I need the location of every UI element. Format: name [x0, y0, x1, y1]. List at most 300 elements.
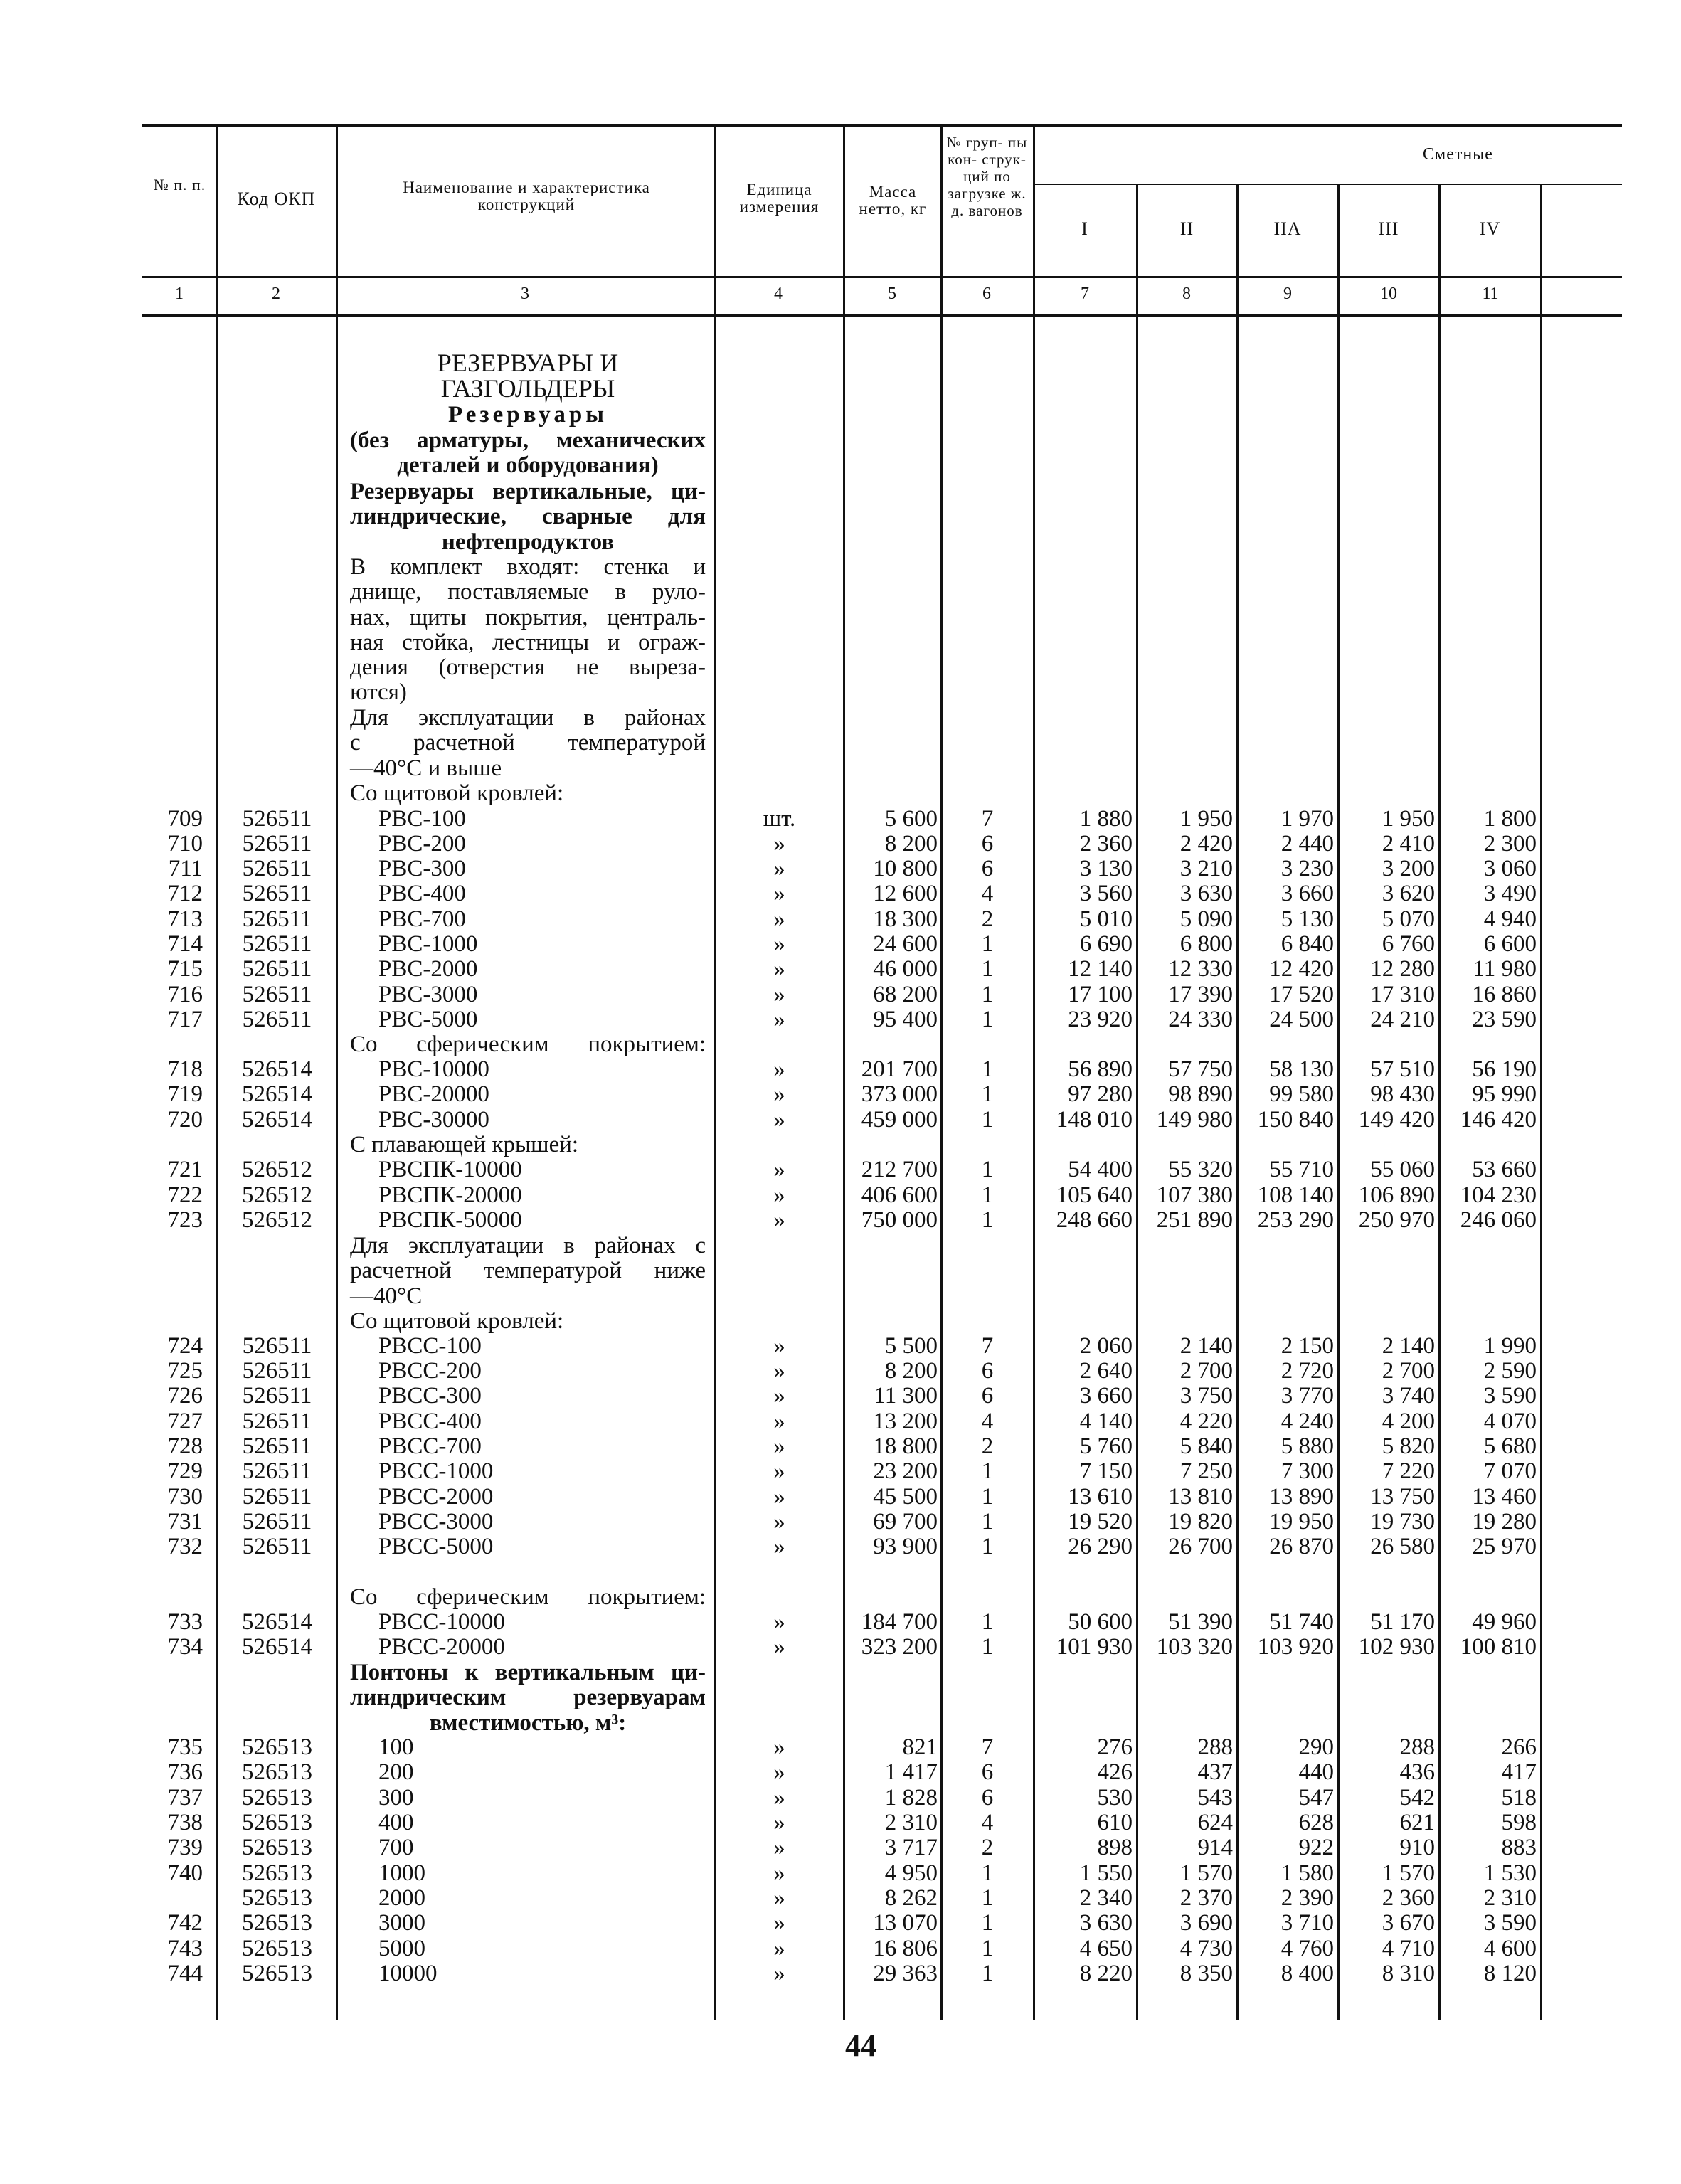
mass-net: 323 200: [861, 1634, 938, 1660]
table-row: [0, 932, 1681, 958]
load-group: 1: [981, 1056, 994, 1082]
table-row: [0, 1760, 1681, 1786]
row-number: 719: [167, 1081, 203, 1107]
unit: »: [773, 1785, 785, 1811]
price-zone-III: 13 750: [1370, 1484, 1435, 1510]
price-zone-I: 2 060: [1079, 1333, 1133, 1359]
load-group: 1: [981, 1107, 994, 1133]
unit: »: [773, 1333, 785, 1359]
price-zone-IIA: 13 890: [1269, 1484, 1334, 1510]
price-zone-I: 1 550: [1079, 1860, 1133, 1886]
unit: »: [773, 1484, 785, 1510]
expl2-line-2: расчетной температурой ниже: [350, 1258, 706, 1284]
price-zone-IIA: 7 300: [1280, 1458, 1334, 1484]
price-zone-III: 288: [1399, 1734, 1435, 1760]
price-zone-IIA: 99 580: [1269, 1081, 1334, 1107]
table-row: [0, 1510, 1681, 1535]
header-col2: Код ОКП: [237, 189, 316, 209]
row-number: 720: [167, 1107, 203, 1133]
okp-code: 526511: [242, 1534, 312, 1559]
price-zone-IV: 598: [1501, 1810, 1537, 1835]
price-zone-I: 12 140: [1068, 956, 1133, 982]
mass-net: 23 200: [873, 1458, 938, 1484]
load-group: 1: [981, 1936, 994, 1961]
kompl-line-3: нах, щиты покрытия, централь-: [350, 604, 706, 630]
row-number: 737: [167, 1785, 203, 1811]
price-zone-III: 621: [1399, 1810, 1435, 1835]
okp-code: 526513: [242, 1961, 312, 1986]
load-group: 1: [981, 1860, 994, 1886]
unit: »: [773, 1007, 785, 1032]
item-name: РВС-10000: [378, 1056, 489, 1082]
unit: »: [773, 1910, 785, 1936]
price-zone-II: 914: [1197, 1835, 1233, 1860]
mass-net: 18 800: [873, 1433, 938, 1459]
price-zone-III: 55 060: [1370, 1157, 1435, 1182]
price-zone-III: 98 430: [1370, 1081, 1435, 1107]
table-row: [0, 1961, 1681, 1987]
okp-code: 526511: [242, 1458, 312, 1484]
item-name: РВС-100: [378, 806, 466, 832]
okp-code: 526511: [242, 1433, 312, 1459]
okp-code: 526514: [242, 1609, 312, 1635]
price-zone-I: 4 140: [1079, 1409, 1133, 1434]
price-zone-IIA: 6 840: [1280, 931, 1334, 957]
load-group: 1: [981, 1157, 994, 1182]
table-row: [0, 1861, 1681, 1887]
price-zone-I: 3 660: [1079, 1383, 1133, 1409]
price-zone-I: 426: [1097, 1759, 1133, 1785]
unit: »: [773, 1383, 785, 1409]
unit: »: [773, 1207, 785, 1233]
price-zone-III: 106 890: [1358, 1182, 1435, 1208]
price-zone-II: 437: [1197, 1759, 1233, 1785]
price-zone-IV: 100 810: [1460, 1634, 1537, 1660]
table-row: [0, 1811, 1681, 1836]
item-name: 700: [378, 1835, 414, 1860]
colnum-6: 6: [982, 285, 991, 303]
unit: »: [773, 1634, 785, 1660]
row-number: 718: [167, 1056, 203, 1082]
price-zone-II: 3 690: [1179, 1910, 1233, 1936]
table-row: [0, 1384, 1681, 1409]
colnum-9: 9: [1283, 285, 1292, 303]
price-zone-IIA: 440: [1298, 1759, 1334, 1785]
price-zone-IIA: 103 920: [1257, 1634, 1334, 1660]
sub3-line-1: Резервуары вертикальные, ци-: [350, 479, 706, 504]
price-zone-II: 55 320: [1168, 1157, 1233, 1182]
table-row: [0, 1434, 1681, 1460]
kompl-line-2: днище, поставляемые в руло-: [350, 579, 706, 605]
shchit2-text: Со щитовой кровлей:: [350, 1308, 564, 1334]
price-zone-III: 436: [1399, 1759, 1435, 1785]
item-name: РВС-300: [378, 856, 466, 881]
load-group: 1: [981, 1182, 994, 1208]
price-zone-IIA: 4 760: [1280, 1936, 1334, 1961]
mass-net: 16 806: [873, 1936, 938, 1961]
mass-net: 4 950: [884, 1860, 938, 1886]
price-zone-I: 17 100: [1068, 982, 1133, 1007]
price-zone-III: 51 170: [1370, 1609, 1435, 1635]
price-zone-IV: 2 590: [1483, 1358, 1537, 1384]
price-zone-II: 2 700: [1179, 1358, 1233, 1384]
item-name: 300: [378, 1785, 414, 1811]
mass-net: 68 200: [873, 982, 938, 1007]
okp-code: 526514: [242, 1107, 312, 1133]
item-name: РВСС-200: [378, 1358, 482, 1384]
unit: »: [773, 1534, 785, 1559]
expl2-line-1: Для эксплуатации в районах с: [350, 1233, 706, 1258]
okp-code: 526513: [242, 1785, 312, 1811]
plav-heading: [350, 1133, 706, 1157]
price-zone-II: 2 420: [1179, 831, 1233, 857]
price-zone-IV: 25 970: [1472, 1534, 1537, 1559]
price-zone-III: 542: [1399, 1785, 1435, 1811]
mass-net: 406 600: [861, 1182, 938, 1208]
price-zone-I: 6 690: [1079, 931, 1133, 957]
okp-code: 526511: [242, 931, 312, 957]
price-zone-III: 149 420: [1358, 1107, 1435, 1133]
price-zone-III: 250 970: [1358, 1207, 1435, 1233]
price-zone-IV: 104 230: [1460, 1182, 1537, 1208]
price-zone-II: 51 390: [1168, 1609, 1233, 1635]
load-group: 1: [981, 1458, 994, 1484]
sfer-heading-1: [350, 1032, 706, 1057]
header-zone-IV: IV: [1479, 218, 1501, 239]
unit: »: [773, 1056, 785, 1082]
okp-code: 526514: [242, 1056, 312, 1082]
price-zone-III: 2 410: [1382, 831, 1435, 857]
sfer2-text: Со сферическим покрытием:: [350, 1584, 706, 1610]
price-zone-IIA: 19 950: [1269, 1509, 1334, 1534]
subtitle-vertikalnye: [350, 479, 706, 555]
unit: »: [773, 906, 785, 932]
price-zone-I: 276: [1097, 1734, 1133, 1760]
unit: »: [773, 1961, 785, 1986]
pont-line-1: Понтоны к вертикальным ци-: [350, 1660, 706, 1685]
unit: »: [773, 1157, 785, 1182]
table-row: [0, 1735, 1681, 1761]
price-zone-IV: 4 070: [1483, 1409, 1537, 1434]
okp-code: 526514: [242, 1081, 312, 1107]
price-zone-IIA: 24 500: [1269, 1007, 1334, 1032]
price-zone-III: 3 740: [1382, 1383, 1435, 1409]
okp-code: 526511: [242, 1333, 312, 1359]
shchit-heading-1: [350, 781, 706, 806]
price-zone-I: 105 640: [1056, 1182, 1133, 1208]
mass-net: 69 700: [873, 1509, 938, 1534]
item-name: 5000: [378, 1936, 425, 1961]
price-zone-III: 57 510: [1370, 1056, 1435, 1082]
table-row: [0, 1183, 1681, 1209]
price-zone-II: 149 980: [1156, 1107, 1233, 1133]
mass-net: 8 200: [884, 1358, 938, 1384]
load-group: 2: [981, 1433, 994, 1459]
okp-code: 526511: [242, 806, 312, 832]
price-zone-I: 50 600: [1068, 1609, 1133, 1635]
mass-net: 3 717: [884, 1835, 938, 1860]
item-name: РВСПК-10000: [378, 1157, 522, 1182]
row-number: 728: [167, 1433, 203, 1459]
row-number: 743: [167, 1936, 203, 1961]
price-zone-IV: 3 590: [1483, 1383, 1537, 1409]
price-zone-I: 3 630: [1079, 1910, 1133, 1936]
load-group: 6: [981, 831, 994, 857]
price-zone-IV: 883: [1501, 1835, 1537, 1860]
table-row: [0, 1409, 1681, 1435]
load-group: 6: [981, 1785, 994, 1811]
unit: »: [773, 1835, 785, 1860]
mass-net: 46 000: [873, 956, 938, 982]
load-group: 1: [981, 1484, 994, 1510]
header-bottom-rule: [142, 276, 1622, 278]
item-name: РВСС-3000: [378, 1509, 494, 1534]
header-zone-I: I: [1081, 218, 1088, 239]
colnum-3: 3: [521, 285, 529, 303]
mass-net: 5 500: [884, 1333, 938, 1359]
colnum-5: 5: [888, 285, 896, 303]
item-name: РВСС-100: [378, 1333, 482, 1359]
header-top-rule: [142, 124, 1622, 127]
shchit1-text: Со щитовой кровлей:: [350, 780, 564, 806]
subtitle-bez-armatury: [350, 428, 706, 479]
mass-net: 821: [902, 1734, 938, 1760]
item-name: РВС-400: [378, 881, 466, 906]
load-group: 1: [981, 1207, 994, 1233]
table-row: [0, 982, 1681, 1008]
table-row: [0, 1786, 1681, 1811]
header-col4: Единица измерения: [739, 181, 820, 216]
sfer-heading-2: [350, 1585, 706, 1610]
price-zone-III: 5 820: [1382, 1433, 1435, 1459]
price-zone-III: 4 710: [1382, 1936, 1435, 1961]
shchit-heading-2: [350, 1309, 706, 1334]
row-number: 726: [167, 1383, 203, 1409]
item-name: РВС-30000: [378, 1107, 489, 1133]
table-row: [0, 832, 1681, 857]
header-zone-III: III: [1378, 218, 1399, 239]
row-number: 710: [167, 831, 203, 857]
unit: »: [773, 856, 785, 881]
item-name: РВСС-2000: [378, 1484, 494, 1510]
title-line-1: РЕЗЕРВУАРЫ И: [437, 349, 619, 377]
price-zone-IIA: 2 390: [1280, 1885, 1334, 1911]
price-zone-IIA: 3 660: [1280, 881, 1334, 906]
unit: »: [773, 1107, 785, 1133]
item-name: РВСПК-50000: [378, 1207, 522, 1233]
unit: »: [773, 1458, 785, 1484]
header-col6: № груп- пы кон- струк- ций по загрузке ж. д. вагонов: [946, 134, 1028, 219]
table-row: [0, 1208, 1681, 1234]
price-zone-II: 17 390: [1168, 982, 1233, 1007]
table-row: [0, 1936, 1681, 1962]
price-zone-II: 624: [1197, 1810, 1233, 1835]
colnum-7: 7: [1081, 285, 1089, 303]
table-row: [0, 957, 1681, 982]
price-zone-II: 5 090: [1179, 906, 1233, 932]
table-row: [0, 1610, 1681, 1636]
price-zone-I: 26 290: [1068, 1534, 1133, 1559]
row-number: 711: [168, 856, 203, 881]
item-name: 3000: [378, 1910, 425, 1936]
price-zone-III: 910: [1399, 1835, 1435, 1860]
price-zone-III: 3 200: [1382, 856, 1435, 881]
price-zone-III: 19 730: [1370, 1509, 1435, 1534]
price-zone-IV: 1 990: [1483, 1333, 1537, 1359]
price-zone-IV: 3 590: [1483, 1910, 1537, 1936]
price-zone-IV: 19 280: [1472, 1509, 1537, 1534]
unit: »: [773, 1885, 785, 1911]
table-row: [0, 1886, 1681, 1912]
load-group: 1: [981, 956, 994, 982]
price-zone-IV: 13 460: [1472, 1484, 1537, 1510]
unit: шт.: [763, 806, 796, 832]
load-group: 2: [981, 906, 994, 932]
okp-code: 526511: [242, 856, 312, 881]
price-zone-IIA: 150 840: [1257, 1107, 1334, 1133]
row-number: 729: [167, 1458, 203, 1484]
table-row: [0, 1334, 1681, 1359]
price-zone-I: 54 400: [1068, 1157, 1133, 1182]
okp-code: 526513: [242, 1885, 312, 1911]
mass-net: 13 070: [873, 1910, 938, 1936]
unit: »: [773, 1182, 785, 1208]
item-name: РВС-3000: [378, 982, 478, 1007]
table-row: [0, 1911, 1681, 1936]
mass-net: 45 500: [873, 1484, 938, 1510]
price-zone-IIA: 8 400: [1280, 1961, 1334, 1986]
unit: »: [773, 1734, 785, 1760]
colnum-bottom-rule: [142, 314, 1622, 317]
price-zone-I: 148 010: [1056, 1107, 1133, 1133]
row-number: 739: [167, 1835, 203, 1860]
price-zone-IV: 4 600: [1483, 1936, 1537, 1961]
sub2-line-1: (без арматуры, механических: [350, 428, 706, 453]
row-number: 716: [167, 982, 203, 1007]
price-zone-II: 98 890: [1168, 1081, 1233, 1107]
price-zone-III: 17 310: [1370, 982, 1435, 1007]
price-zone-IIA: 108 140: [1257, 1182, 1334, 1208]
kompl-line-4: ная стойка, лестницы и ограж-: [350, 629, 706, 655]
row-number: 730: [167, 1484, 203, 1510]
price-zone-I: 101 930: [1056, 1634, 1133, 1660]
mass-net: 1 828: [884, 1785, 938, 1811]
okp-code: 526511: [242, 1509, 312, 1534]
price-zone-II: 3 630: [1179, 881, 1233, 906]
price-zone-II: 251 890: [1156, 1207, 1233, 1233]
table-row: [0, 1359, 1681, 1384]
mass-net: 212 700: [861, 1157, 938, 1182]
load-group: 1: [981, 1007, 994, 1032]
title-line-2: ГАЗГОЛЬДЕРЫ: [440, 374, 615, 403]
okp-code: 526511: [242, 831, 312, 857]
price-zone-III: 3 670: [1382, 1910, 1435, 1936]
row-number: 724: [167, 1333, 203, 1359]
item-name: РВСС-20000: [378, 1634, 505, 1660]
okp-code: 526511: [242, 881, 312, 906]
table-row: [0, 807, 1681, 832]
mass-net: 373 000: [861, 1081, 938, 1107]
plav-text: С плавающей крышей:: [350, 1132, 579, 1157]
price-zone-IV: 1 800: [1483, 806, 1537, 832]
item-name: РВСС-300: [378, 1383, 482, 1409]
mass-net: 95 400: [873, 1007, 938, 1032]
item-name: РВС-700: [378, 906, 466, 932]
mass-net: 10 800: [873, 856, 938, 881]
price-zone-II: 107 380: [1156, 1182, 1233, 1208]
okp-code: 526511: [242, 1358, 312, 1384]
row-number: 732: [167, 1534, 203, 1559]
row-number: 717: [167, 1007, 203, 1032]
load-group: 4: [981, 1810, 994, 1835]
price-zone-IV: 11 980: [1473, 956, 1537, 982]
price-zone-IV: 6 600: [1483, 931, 1537, 957]
price-zone-IIA: 290: [1298, 1734, 1334, 1760]
load-group: 1: [981, 1961, 994, 1986]
price-zone-IV: 417: [1501, 1759, 1537, 1785]
unit: »: [773, 1081, 785, 1107]
subtitle-line: Резервуары: [447, 402, 608, 428]
okp-code: 526512: [242, 1182, 312, 1208]
item-name: 10000: [378, 1961, 438, 1986]
load-group: 2: [981, 1835, 994, 1860]
price-zone-I: 56 890: [1068, 1056, 1133, 1082]
price-zone-II: 5 840: [1179, 1433, 1233, 1459]
unit: »: [773, 1759, 785, 1785]
price-zone-I: 5 760: [1079, 1433, 1133, 1459]
price-zone-I: 248 660: [1056, 1207, 1133, 1233]
mass-net: 29 363: [873, 1961, 938, 1986]
price-zone-IIA: 2 440: [1280, 831, 1334, 857]
table-row: [0, 1157, 1681, 1183]
exploitation-text-1: [350, 706, 706, 781]
pontony-heading: [350, 1660, 706, 1736]
price-zone-III: 3 620: [1382, 881, 1435, 906]
okp-code: 526511: [242, 1007, 312, 1032]
row-number: 736: [167, 1759, 203, 1785]
table-row: [0, 1108, 1681, 1133]
header-smetnye: Сметные: [1423, 145, 1493, 164]
price-zone-II: 13 810: [1168, 1484, 1233, 1510]
okp-code: 526513: [242, 1835, 312, 1860]
item-name: РВС-20000: [378, 1081, 489, 1107]
row-number: 715: [167, 956, 203, 982]
pont-line-3: вместимостью, м³:: [429, 1709, 627, 1736]
price-zone-IV: 95 990: [1472, 1081, 1537, 1107]
price-zone-III: 12 280: [1370, 956, 1435, 982]
load-group: 6: [981, 1383, 994, 1409]
unit: »: [773, 1810, 785, 1835]
mass-net: 459 000: [861, 1107, 938, 1133]
load-group: 1: [981, 1634, 994, 1660]
price-zone-I: 2 640: [1079, 1358, 1133, 1384]
okp-code: 526511: [242, 1409, 312, 1434]
price-zone-II: 543: [1197, 1785, 1233, 1811]
price-zone-IV: 8 120: [1483, 1961, 1537, 1986]
mass-net: 201 700: [861, 1056, 938, 1082]
price-zone-II: 3 750: [1179, 1383, 1233, 1409]
header-zone-II: II: [1179, 218, 1194, 239]
load-group: 1: [981, 1885, 994, 1911]
row-number: 734: [167, 1634, 203, 1660]
price-zone-IIA: 253 290: [1257, 1207, 1334, 1233]
price-zone-IV: 53 660: [1472, 1157, 1537, 1182]
item-name: РВСС-5000: [378, 1534, 494, 1559]
row-number: 733: [167, 1609, 203, 1635]
price-zone-IV: 3 490: [1483, 881, 1537, 906]
unit: »: [773, 1358, 785, 1384]
okp-code: 526513: [242, 1936, 312, 1961]
